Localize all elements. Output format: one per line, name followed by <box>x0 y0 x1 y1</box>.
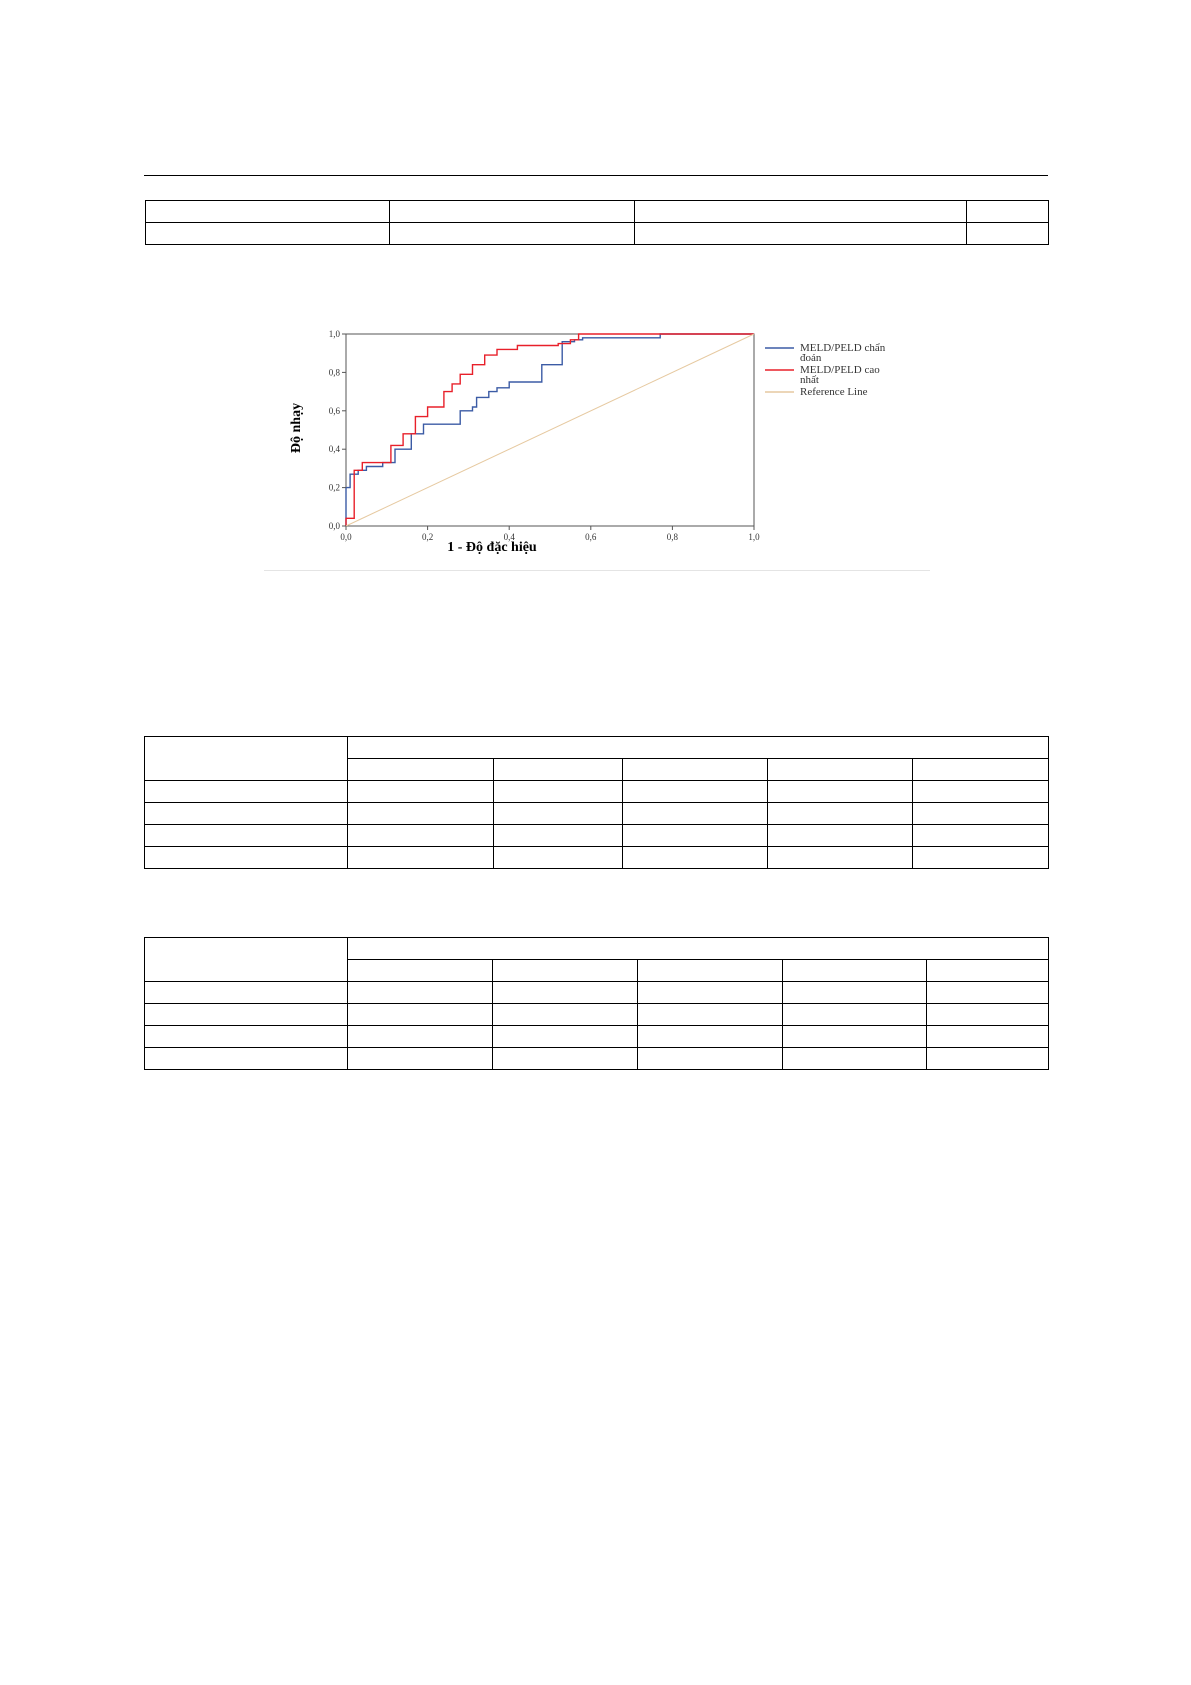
table-row <box>145 938 1049 960</box>
table-row <box>145 803 1049 825</box>
y-tick-label: 0,2 <box>328 482 340 493</box>
roc-figure <box>260 318 932 572</box>
x-tick-label: 0,6 <box>585 532 597 542</box>
legend-entry: Reference Line <box>800 386 868 398</box>
y-tick-label: 0,8 <box>328 367 340 378</box>
x-axis-label: 1 - Độ đặc hiệu <box>447 540 537 555</box>
y-axis-label: Độ nhạy <box>289 402 304 454</box>
table-row <box>145 847 1049 869</box>
x-tick-label: 0,8 <box>666 532 679 542</box>
table-top <box>145 200 1049 245</box>
figure-separator <box>264 570 930 571</box>
x-tick-label: 0,2 <box>421 532 434 542</box>
y-tick-label: 0,4 <box>328 444 340 455</box>
x-tick-label: 0,4 <box>503 532 515 542</box>
legend <box>765 342 886 398</box>
x-tick-label: 0,0 <box>340 532 352 542</box>
table-row <box>145 737 1049 759</box>
table-row <box>145 825 1049 847</box>
roc-chart <box>260 318 932 572</box>
legend-entry: MELD/PELD cao nhất <box>800 364 880 386</box>
legend-entry: MELD/PELD chẩn đoán <box>800 342 886 364</box>
x-tick-label: 1,0 <box>748 532 760 542</box>
table-row <box>146 201 1049 223</box>
table-row <box>146 223 1049 245</box>
table-row <box>145 1026 1049 1048</box>
y-tick-label: 1,0 <box>328 329 340 339</box>
header-rule <box>144 175 1048 176</box>
table-row <box>145 982 1049 1004</box>
table-row <box>145 781 1049 803</box>
y-tick-label: 0,6 <box>328 405 340 416</box>
y-tick-label: 0,0 <box>328 521 340 531</box>
table-middle <box>144 736 1049 869</box>
table-row <box>145 1004 1049 1026</box>
table-bottom <box>144 937 1049 1070</box>
table-row <box>145 1048 1049 1070</box>
